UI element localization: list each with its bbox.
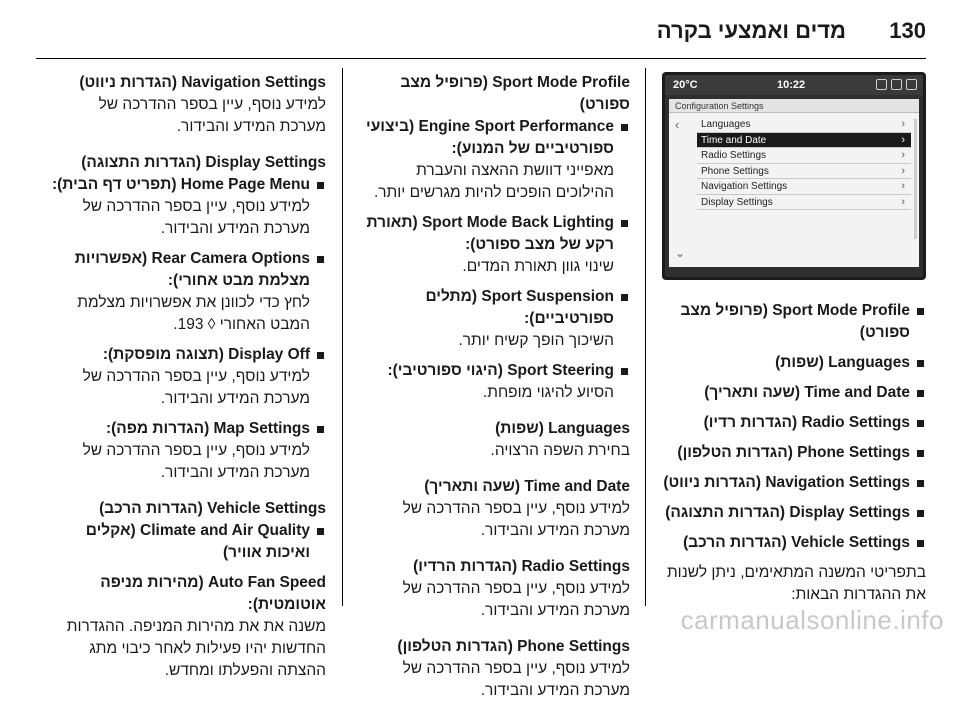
bullet-radio-settings: Radio Settings (הגדרות רדיו)	[662, 412, 926, 434]
section-heading-navigation-settings: Navigation Settings (הגדרות ניווט)	[79, 74, 326, 91]
temperature-readout: 20°C	[673, 79, 698, 91]
display-off-text: למידע נוסף, עיין בספר ההדרכה של מערכת המידע והבידור.	[82, 368, 310, 407]
chevron-right-icon: ›	[901, 118, 905, 130]
chevron-right-icon: ›	[901, 164, 905, 177]
column-divider	[645, 68, 646, 606]
middle-column	[354, 72, 630, 702]
section-heading-display-settings: Display Settings (הגדרות התצוגה)	[81, 154, 326, 171]
scrollbar[interactable]	[914, 119, 917, 239]
phone-settings-text: למידע נוסף, עיין בספר ההדרכה של מערכת המידע והבידור.	[402, 660, 630, 699]
menu-item-languages[interactable]: Languages ›	[697, 117, 911, 133]
section-heading-languages: Languages (שפות)	[495, 420, 630, 437]
auto-fan-speed-text: משנה את את מהירות המניפה. ההגדרות החדשות יהיו פעילות לאחר כיבוי מתג ההצתה והפעלתו ומחדש.	[66, 618, 326, 679]
chevron-right-icon: ›	[901, 195, 905, 208]
status-icons	[876, 79, 917, 90]
home-page-menu-text: למידע נוסף, עיין בספר ההדרכה של מערכת המידע והבידור.	[82, 198, 310, 237]
chevron-right-icon: ›	[901, 180, 905, 192]
section-heading-phone-settings: Phone Settings (הגדרות הטלפון)	[397, 638, 630, 655]
configuration-window	[669, 99, 919, 267]
section-heading-sport-mode-profile: Sport Mode Profile (פרופיל מצב ספורט)	[400, 74, 630, 113]
bullet-display-settings: Display Settings (הגדרות התצוגה)	[662, 502, 926, 524]
menu-item-radio-settings[interactable]: Radio Settings ›	[697, 148, 911, 164]
page-number: 130	[889, 18, 926, 43]
bullet-home-page-menu: Home Page Menu (תפריט דף הבית):	[50, 174, 326, 196]
bullet-navigation-settings: Navigation Settings (הגדרות ניווט)	[662, 472, 926, 494]
time-and-date-text: למידע נוסף, עיין בספר ההדרכה של מערכת המידע והבידור.	[402, 500, 630, 539]
bullet-sport-mode-back-lighting: Sport Mode Back Lighting (תאורת רקע של מצב ספורט):	[354, 212, 630, 256]
bullet-climate-and-air-quality: Climate and Air Quality (אקלים ואיכות אוויר)	[50, 520, 326, 564]
radio-settings-text: למידע נוסף, עיין בספר ההדרכה של מערכת המידע והבידור.	[402, 580, 630, 619]
chevron-right-icon: ›	[901, 149, 905, 161]
bullet-sport-steering: Sport Steering (היגוי ספורטיבי):	[354, 360, 630, 382]
menu-item-phone-settings[interactable]: Phone Settings ›	[697, 164, 911, 180]
left-column	[50, 72, 326, 682]
watermark: carmanualsonline.info	[680, 605, 944, 635]
sport-steering-text: הסיוע להיגוי מופחת.	[482, 384, 614, 401]
clock-readout: 10:22	[777, 79, 806, 91]
section-heading-radio-settings: Radio Settings (הגדרות הרדיו)	[413, 558, 630, 575]
submenu-intro-text: בתפריטי המשנה המתאימים, ניתן לשנות את ההגדרות הבאות:	[666, 564, 926, 603]
bullet-engine-sport-performance: Engine Sport Performance (ביצועי ספורטיביים של המנוע):	[354, 116, 630, 160]
bullet-languages: Languages (שפות)	[662, 352, 926, 374]
section-heading-time-and-date: Time and Date (שעה ותאריך)	[424, 478, 630, 495]
bullet-display-off: Display Off (תצוגה מופסקת):	[50, 344, 326, 366]
menu-item-navigation-settings[interactable]: Navigation Settings ›	[697, 179, 911, 195]
scroll-down-icon[interactable]: ⌄	[675, 246, 686, 260]
auto-fan-speed-heading: Auto Fan Speed (מהירות מניפה אוטומטית):	[100, 574, 326, 613]
chevron-right-icon: ›	[901, 133, 905, 146]
bluetooth-icon	[906, 79, 917, 90]
chapter-title: מדים ואמצעי בקרה	[656, 18, 846, 43]
languages-text: בחירת השפה הרצויה.	[490, 442, 630, 459]
sport-mode-back-lighting-text: שינוי גוון תאורת המדים.	[462, 258, 614, 275]
back-arrow-icon[interactable]: ‹	[675, 117, 680, 132]
settings-menu	[697, 117, 911, 210]
bullet-rear-camera-options: Rear Camera Options (אפשרויות מצלמת מבט אחורי):	[50, 248, 326, 292]
section-heading-vehicle-settings: Vehicle Settings (הגדרות הרכב)	[99, 500, 326, 517]
bullet-sport-suspension: Sport Suspension (מתלים ספורטיביים):	[354, 286, 630, 330]
phone-icon	[876, 79, 887, 90]
window-title: Configuration Settings	[669, 99, 919, 113]
status-bar	[665, 75, 923, 95]
menu-item-display-settings[interactable]: Display Settings ›	[697, 195, 911, 211]
bullet-time-and-date: Time and Date (שעה ותאריך)	[662, 382, 926, 404]
column-divider	[342, 68, 343, 606]
header-rule	[36, 58, 926, 59]
bullet-sport-mode-profile: Sport Mode Profile (פרופיל מצב ספורט)	[662, 300, 926, 344]
page-header	[36, 18, 926, 52]
bullet-phone-settings: Phone Settings (הגדרות הטלפון)	[662, 442, 926, 464]
bullet-map-settings: Map Settings (הגדרות מפה):	[50, 418, 326, 440]
signal-icon	[891, 79, 902, 90]
sport-suspension-text: השיכוך הופך קשיח יותר.	[458, 332, 614, 349]
infotainment-screenshot	[662, 72, 926, 280]
rear-camera-options-text: לחץ כדי לכוונן את אפשרויות מצלמת המבט האחורי ◊ 193.	[77, 294, 310, 333]
menu-item-time-and-date[interactable]: Time and Date ›	[697, 133, 911, 149]
map-settings-text: למידע נוסף, עיין בספר ההדרכה של מערכת המידע והבידור.	[82, 442, 310, 481]
right-column	[662, 72, 926, 606]
bullet-vehicle-settings: Vehicle Settings (הגדרות הרכב)	[662, 532, 926, 554]
engine-sport-performance-text: מאפייני דוושת ההאצה והעברת ההילוכים הופכים להיות מגרשים יותר.	[373, 162, 614, 201]
navigation-settings-text: למידע נוסף, עיין בספר ההדרכה של מערכת המידע והבידור.	[98, 96, 326, 135]
